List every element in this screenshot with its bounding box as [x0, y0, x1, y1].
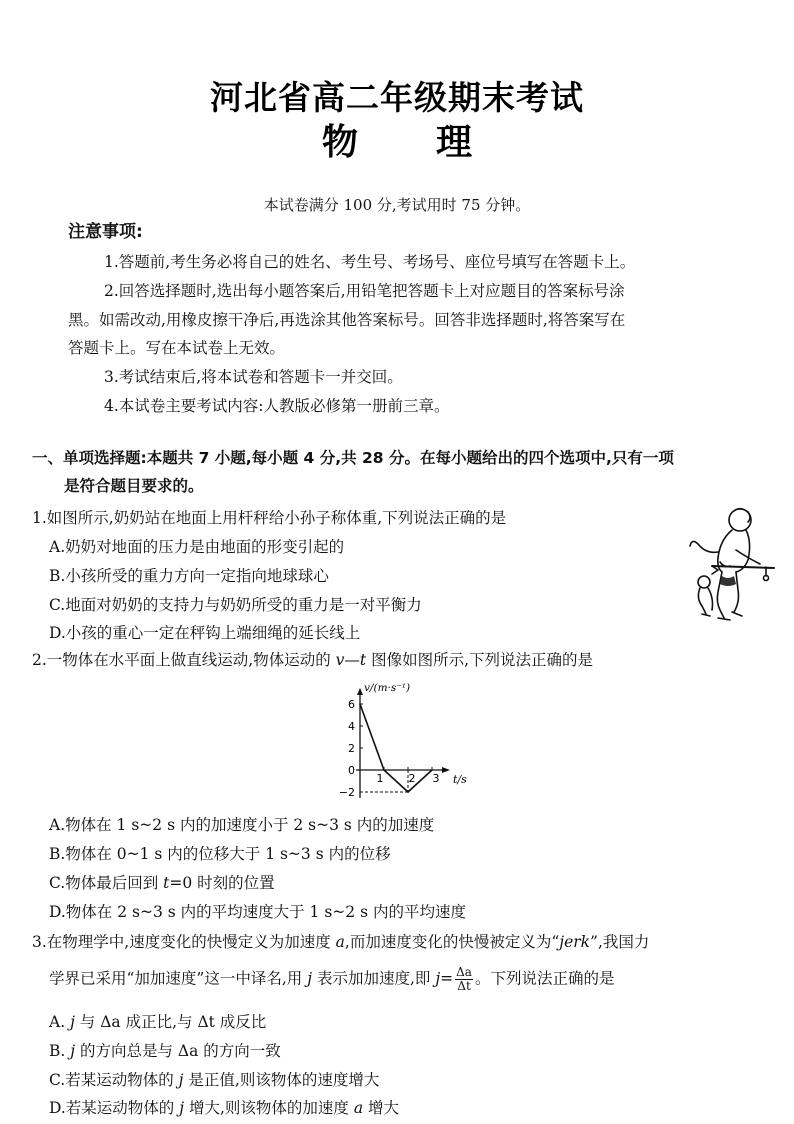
- question-2-option-c-b: =0 时刻的位置: [169, 874, 275, 892]
- v-t-data-point: [383, 769, 385, 771]
- y-axis-arrow: [357, 688, 363, 695]
- y-tick-label: −2: [338, 786, 355, 799]
- q3-l2b: 表示加加速度,即: [312, 969, 436, 988]
- y-tick-label: 4: [348, 720, 355, 733]
- notice-item-2-cont2: 答题卡上。写在本试卷上无效。: [68, 339, 286, 357]
- subject-title: 物理: [321, 122, 550, 163]
- q3-b-b: 的方向总是与 Δa 的方向一致: [75, 1042, 281, 1060]
- question-2-option-d: D.物体在 2 s~3 s 内的平均速度大于 1 s~2 s 内的平均速度: [49, 903, 466, 921]
- q3-l1b: ,而加速度变化的快慢被定义为“: [344, 933, 560, 951]
- x-axis-label: t/s: [453, 773, 467, 786]
- q3-l2j2: j: [435, 969, 441, 988]
- question-3-stem-line2: [49, 966, 614, 993]
- question-2-stem-a: 2.一物体在水平面上做直线运动,物体运动的: [32, 651, 336, 669]
- q3-d-a: D.若某运动物体的: [49, 1099, 180, 1117]
- v-t-series-line: [360, 704, 432, 792]
- v-t-data-point: [407, 791, 409, 793]
- v-t-data-point: [359, 703, 361, 705]
- x-axis-arrow: [442, 767, 450, 773]
- q3-l2j: j: [307, 969, 313, 988]
- question-3-option-a: [49, 1012, 266, 1032]
- q3-l2a: 学界已采用“加加速度”这一中译名,用: [49, 969, 308, 988]
- question-2-stem-var: v—t: [335, 651, 367, 669]
- question-2-stem: [32, 650, 593, 670]
- q3-c-j: j: [178, 1071, 184, 1089]
- q3-a-b: 与 Δa 成正比,与 Δt 成反比: [74, 1013, 267, 1031]
- question-1-option-c: C.地面对奶奶的支持力与奶奶所受的重力是一对平衡力: [49, 596, 422, 614]
- q3-d-var: a: [353, 1099, 364, 1117]
- section-heading: 一、单项选择题:本题共 7 小题,每小题 4 分,共 28 分。在每小题给出的四个选项中,只有一项: [32, 449, 674, 467]
- q3-b-j: j: [70, 1042, 76, 1060]
- question-3-stem-line1: [32, 932, 649, 952]
- q3-c-b: 是正值,则该物体的速度增大: [183, 1071, 380, 1089]
- q3-a-j: j: [70, 1013, 75, 1031]
- q3-a-a: A.: [49, 1013, 71, 1031]
- y-tick-label: 2: [348, 742, 355, 755]
- question-2-option-c-a: C.物体最后回到: [49, 874, 164, 892]
- jerk-fraction: [455, 966, 473, 993]
- q3-d-c: 增大: [363, 1099, 400, 1117]
- q3-l1c: ”,我国力: [590, 933, 650, 951]
- q3-l2c: 。下列说法正确的是: [474, 969, 615, 988]
- fraction-numerator: Δa: [456, 965, 472, 979]
- question-2-stem-b: 图像如图所示,下列说法正确的是: [366, 651, 594, 669]
- question-2-option-c: [49, 873, 275, 893]
- x-tick-label: 1: [376, 772, 384, 785]
- grandmother-weighing-child-figure: [682, 506, 776, 626]
- q3-b-a: B.: [49, 1042, 71, 1060]
- q3-d-b: 增大,则该物体的加速度: [184, 1099, 354, 1117]
- notice-heading: 注意事项:: [68, 222, 143, 242]
- notice-item-4: 4.本试卷主要考试内容:人教版必修第一册前三章。: [104, 397, 450, 415]
- q3-l1a: 3.在物理学中,速度变化的快慢定义为加速度: [32, 933, 336, 951]
- exam-title: 河北省高二年级期末考试: [210, 78, 584, 117]
- notice-item-2-cont: 黑。如需改动,用橡皮擦干净后,再选涂其他答案标号。回答非选择题时,将答案写在: [68, 311, 626, 329]
- score-note: 本试卷满分 100 分,考试用时 75 分钟。: [263, 196, 531, 214]
- v-t-data-point: [431, 769, 433, 771]
- y-tick-label: 0: [348, 764, 355, 777]
- q3-c-a: C.若某运动物体的: [49, 1071, 179, 1089]
- y-tick-label: 6: [348, 698, 355, 711]
- section-heading-cont: 是符合题目要求的。: [64, 477, 204, 495]
- x-tick-label: 3: [432, 772, 440, 785]
- question-1-option-d: D.小孩的重心一定在秤钩上端细绳的延长线上: [49, 624, 361, 642]
- q3-d-j: j: [179, 1099, 185, 1117]
- question-1-option-b: B.小孩所受的重力方向一定指向地球球心: [49, 567, 329, 585]
- question-2-option-c-var: t: [163, 874, 170, 892]
- question-2-option-b: B.物体在 0~1 s 内的位移大于 1 s~3 s 内的位移: [49, 845, 391, 863]
- question-1-option-a: A.奶奶对地面的压力是由地面的形变引起的: [49, 538, 345, 556]
- v-t-chart: [330, 675, 480, 805]
- x-tick-label: 2: [408, 772, 416, 785]
- q3-l2eq: =: [440, 969, 454, 988]
- question-3-option-c: [49, 1070, 379, 1090]
- question-1-stem: 1.如图所示,奶奶站在地面上用杆秤给小孙子称体重,下列说法正确的是: [32, 509, 507, 527]
- question-2-option-a: A.物体在 1 s~2 s 内的加速度小于 2 s~3 s 内的加速度: [49, 816, 435, 834]
- q3-l1var: a: [335, 933, 345, 951]
- y-axis-label: v/(m·s⁻¹): [364, 682, 411, 694]
- question-3-option-b: [49, 1041, 281, 1061]
- notice-item-1: 1.答题前,考生务必将自己的姓名、考生号、考场号、座位号填写在答题卡上。: [104, 253, 636, 271]
- question-3-option-d: [49, 1098, 399, 1118]
- fraction-denominator: Δt: [457, 979, 471, 993]
- notice-item-3: 3.考试结束后,将本试卷和答题卡一并交回。: [104, 368, 403, 386]
- notice-item-2: 2.回答选择题时,选出每小题答案后,用铅笔把答题卡上对应题目的答案标号涂: [104, 282, 625, 300]
- q3-l1jerk: jerk: [559, 933, 591, 951]
